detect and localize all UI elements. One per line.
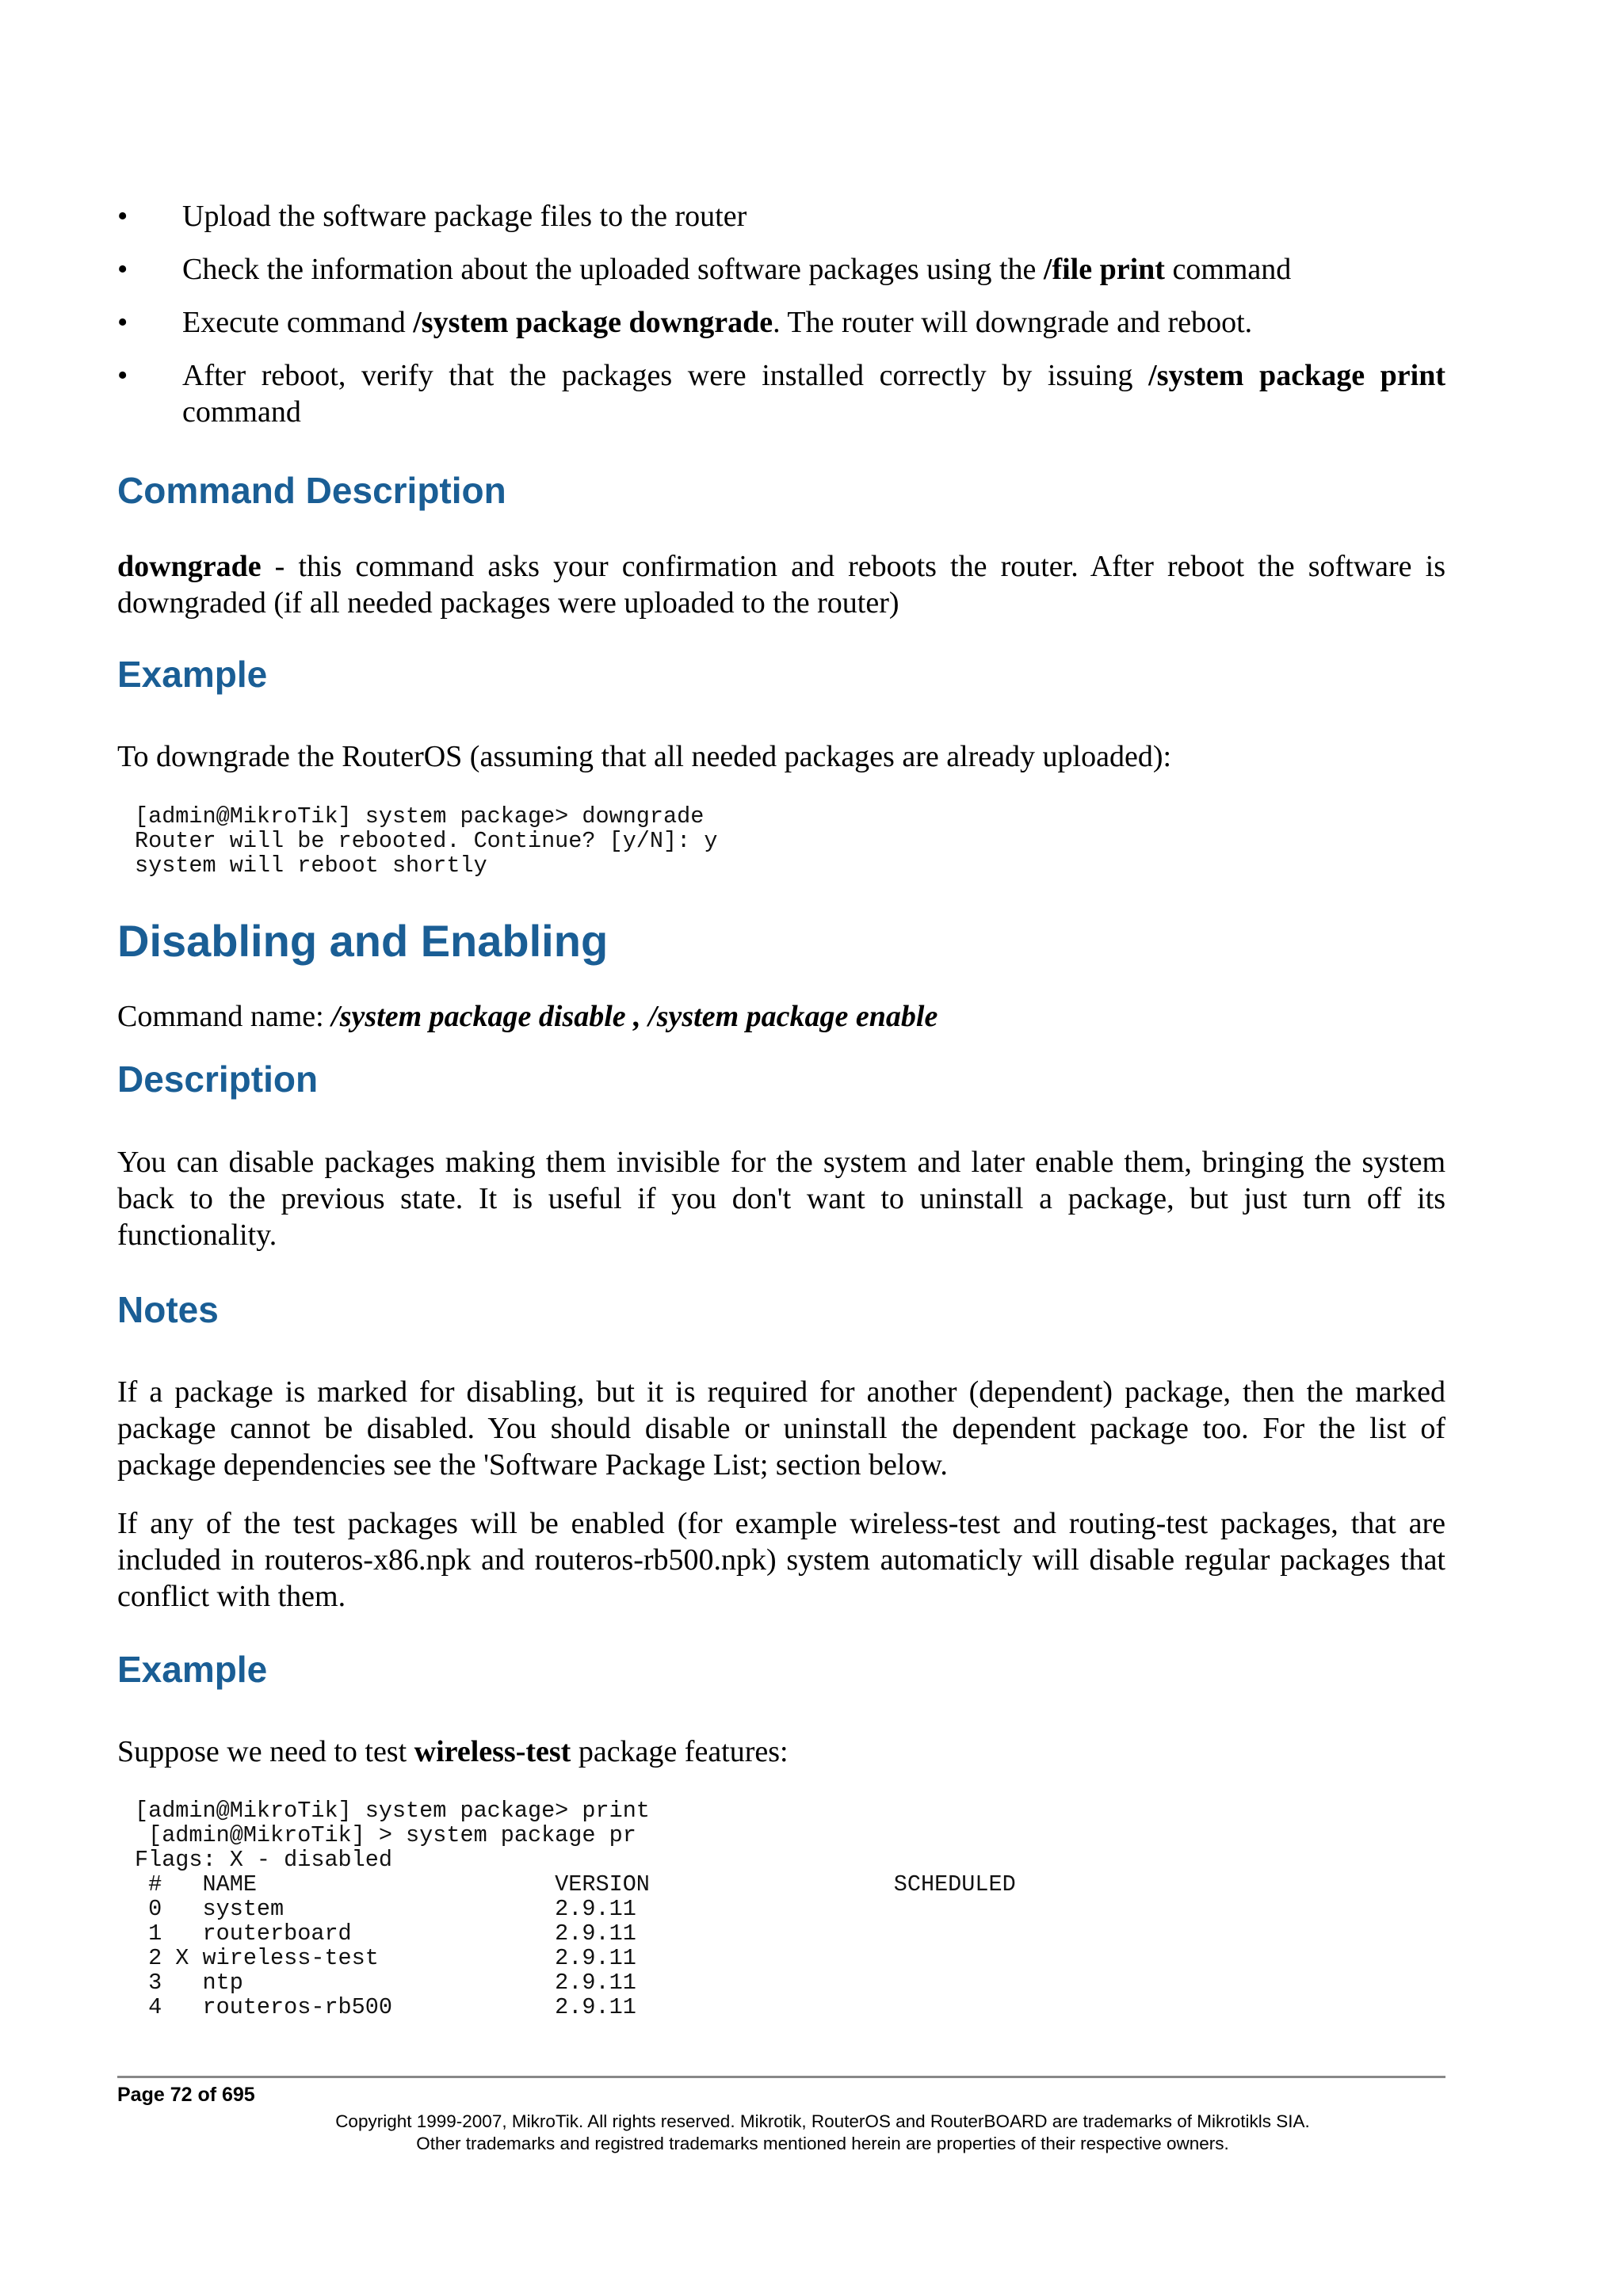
inline-command: /file print — [1043, 253, 1165, 286]
command-description-text: downgrade - this command asks your confirmation and reboots the router. After reboot the software is downgraded (if all needed packages were uploaded to the router) — [117, 550, 1445, 620]
example-intro: Suppose we need to test wireless-test package features: — [117, 1735, 789, 1768]
command-description-heading: Command Description — [117, 470, 506, 511]
description-heading: Description — [117, 1058, 319, 1100]
bullet: • — [117, 200, 128, 233]
description-text: You can disable packages making them invisible for the system and later enable them, bringing the system back to the previous state. It is useful if you don't want to uninstall a package, but just turn off its functionality. — [117, 1146, 1445, 1252]
example-heading: Example — [117, 654, 268, 695]
code-block: [admin@MikroTik] system package> print [admin@MikroTik] > system package pr Flags: X - disabled # NAME VERSION SCHEDULED 0 system 2.9.11 1 routerboard 2.9.11 2 X wireless-test 2.9.11 3 ntp 2.9.11 4 routeros-rb500 2.9.11 — [135, 1798, 1016, 2020]
inline-command: /system package print — [1148, 359, 1446, 392]
example-intro: To downgrade the RouterOS (assuming that all needed packages are already uploaded): — [117, 740, 1172, 773]
example-heading: Example — [117, 1649, 268, 1690]
notes-heading: Notes — [117, 1289, 219, 1330]
list-item: • After reboot, verify that the packages were installed correctly by issuing /system package print command — [117, 359, 1446, 429]
page-number: Page 72 of 695 — [117, 2084, 255, 2106]
notes-paragraph-1: If a package is marked for disabling, but it is required for another (dependent) package, then the marked package cannot be disabled. You should disable or uninstall the dependent package too. For the list of package dependencies see the 'Software Package List; section below. — [117, 1375, 1445, 1482]
code-block: [admin@MikroTik] system package> downgrade Router will be rebooted. Continue? [y/N]: y system will reboot shortly — [135, 803, 718, 879]
list-item: • Execute command /system package downgrade. The router will downgrade and reboot. — [117, 306, 1253, 339]
bullet: • — [117, 306, 128, 339]
footer-copyright: Copyright 1999-2007, MikroTik. All rights reserved. Mikrotik, RouterOS and RouterBOARD are trademarks of Mikrotikls SIA. Other trademarks and registred trademarks mentioned herein are properties of their respective owners. — [335, 2111, 1310, 2153]
command-term: downgrade — [117, 550, 262, 583]
list-item: • Check the information about the uploaded software packages using the /file print command — [117, 253, 1292, 286]
bullet: • — [117, 359, 128, 392]
steps-list — [117, 198, 1445, 430]
command-name-line: Command name: /system package disable , /system package enable — [117, 1000, 938, 1033]
inline-command: /system package downgrade — [413, 306, 773, 339]
section-heading: Disabling and Enabling — [117, 916, 609, 966]
list-item: • Upload the software package files to the router — [117, 200, 747, 233]
notes-paragraph-2: If any of the test packages will be enabled (for example wireless-test and routing-test packages, that are included in routeros-x86.npk and routeros-rb500.npk) system automaticly will disable regular packages that conflict with them. — [117, 1507, 1445, 1613]
footer-divider — [117, 2076, 1445, 2078]
command-name: /system package disable , /system package enable — [331, 1000, 938, 1033]
package-name: wireless-test — [414, 1735, 571, 1768]
bullet: • — [117, 253, 128, 286]
